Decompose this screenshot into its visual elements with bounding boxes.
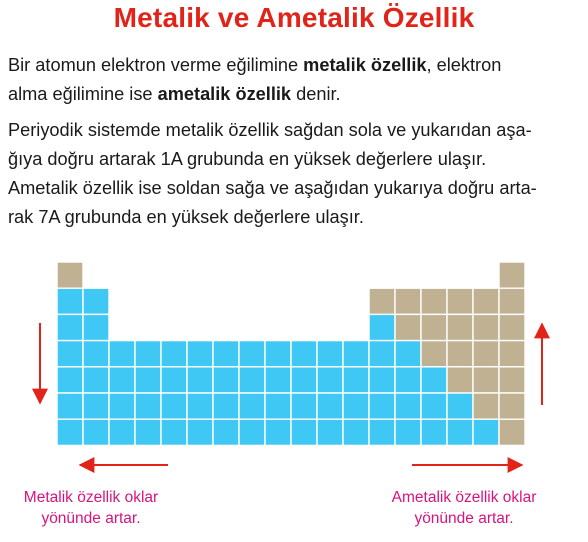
nonmetal-cell [499, 314, 525, 340]
metal-cell [161, 393, 187, 419]
metal-cell [395, 419, 421, 445]
metal-cell [135, 341, 161, 367]
metal-cell [57, 288, 83, 314]
nonmetallic-caption [376, 487, 552, 529]
metal-cell [395, 341, 421, 367]
metal-cell [265, 393, 291, 419]
metal-cell [239, 393, 265, 419]
metal-cell [369, 419, 395, 445]
periodic-table-cells [57, 262, 525, 445]
metal-cell [447, 419, 473, 445]
nonmetal-cell [473, 367, 499, 393]
metal-cell [395, 393, 421, 419]
metal-cell [83, 419, 109, 445]
nonmetal-cell [369, 288, 395, 314]
metal-cell [83, 314, 109, 340]
nonmetal-cell [499, 367, 525, 393]
nonmetal-cell [395, 314, 421, 340]
nonmetal-cell [473, 288, 499, 314]
nonmetal-cell [421, 341, 447, 367]
text-run: denir. [291, 84, 341, 104]
metal-cell [135, 419, 161, 445]
metal-cell [265, 419, 291, 445]
nonmetal-cell [395, 288, 421, 314]
metal-cell [83, 288, 109, 314]
metal-cell [343, 341, 369, 367]
metal-cell [291, 419, 317, 445]
nonmetal-cell [499, 288, 525, 314]
metallic-caption-line-2: yönünde artar. [41, 510, 141, 527]
metal-cell [343, 419, 369, 445]
metal-cell [83, 393, 109, 419]
metallic-caption-line-1: Metalik özellik oklar [23, 489, 159, 506]
metal-cell [187, 419, 213, 445]
text-run: Bir atomun elektron verme eğilimine [8, 55, 304, 75]
metal-cell [135, 393, 161, 419]
metal-cell [369, 341, 395, 367]
metallic-trend-line-2: ğıya doğru artarak 1A grubunda en yüksek değerlere ulaşır. [8, 149, 487, 169]
metal-cell [369, 314, 395, 340]
metal-cell [213, 419, 239, 445]
bold-term-metallic: metalik özellik [303, 55, 427, 75]
nonmetal-cell [499, 393, 525, 419]
metal-cell [161, 419, 187, 445]
metal-cell [187, 341, 213, 367]
nonmetallic-caption-line-2: yönünde artar. [414, 510, 514, 527]
nonmetal-cell [473, 341, 499, 367]
nonmetal-cell [499, 262, 525, 288]
nonmetal-cell [499, 419, 525, 445]
metal-cell [213, 341, 239, 367]
metal-cell [109, 341, 135, 367]
metal-cell [343, 367, 369, 393]
metal-cell [83, 341, 109, 367]
nonmetal-cell [57, 262, 83, 288]
metal-cell [421, 367, 447, 393]
metal-cell [317, 419, 343, 445]
metal-cell [135, 367, 161, 393]
metal-cell [473, 419, 499, 445]
metal-cell [57, 419, 83, 445]
text-run: alma eğilimine ise [8, 84, 158, 104]
metal-cell [109, 419, 135, 445]
metal-cell [83, 367, 109, 393]
metal-cell [187, 393, 213, 419]
metal-cell [57, 393, 83, 419]
nonmetal-cell [447, 341, 473, 367]
metal-cell [421, 393, 447, 419]
metal-cell [213, 367, 239, 393]
metal-cell [395, 367, 421, 393]
metal-cell [57, 367, 83, 393]
nonmetal-cell [473, 314, 499, 340]
metal-cell [317, 367, 343, 393]
nonmetal-cell [421, 288, 447, 314]
metal-cell [317, 341, 343, 367]
nonmetal-cell [499, 341, 525, 367]
metal-cell [239, 341, 265, 367]
nonmetallic-trend-line-1: Ametalik özellik ise soldan sağa ve aşağıdan yukarıya doğru arta- [8, 178, 537, 198]
metal-cell [265, 367, 291, 393]
nonmetal-cell [447, 367, 473, 393]
metal-cell [109, 367, 135, 393]
metal-cell [291, 393, 317, 419]
metal-cell [291, 341, 317, 367]
metal-cell [343, 393, 369, 419]
metal-cell [421, 419, 447, 445]
metal-cell [239, 419, 265, 445]
metal-cell [369, 393, 395, 419]
metallic-trend-line-1: Periyodik sistemde metalik özellik sağdan sola ve yukarıdan aşa- [8, 120, 532, 140]
metallic-caption [6, 487, 176, 529]
metal-cell [369, 367, 395, 393]
metal-cell [213, 393, 239, 419]
metal-cell [109, 393, 135, 419]
metal-cell [57, 341, 83, 367]
nonmetal-cell [447, 314, 473, 340]
metal-cell [161, 341, 187, 367]
text-run: , elektron [426, 55, 502, 75]
nonmetallic-caption-line-1: Ametalik özellik oklar [391, 489, 537, 506]
nonmetallic-trend-line-2: rak 7A grubunda en yüksek değerlere ulaşır. [8, 207, 364, 227]
page-title: Metalik ve Ametalik Özellik [113, 2, 475, 33]
metal-cell [265, 341, 291, 367]
nonmetal-cell [473, 393, 499, 419]
metal-cell [57, 314, 83, 340]
metal-cell [187, 367, 213, 393]
nonmetal-cell [421, 314, 447, 340]
metal-cell [317, 393, 343, 419]
metal-cell [161, 367, 187, 393]
metal-cell [447, 393, 473, 419]
metal-cell [239, 367, 265, 393]
metal-cell [291, 367, 317, 393]
nonmetal-cell [447, 288, 473, 314]
bold-term-nonmetallic: ametalik özellik [157, 84, 292, 104]
